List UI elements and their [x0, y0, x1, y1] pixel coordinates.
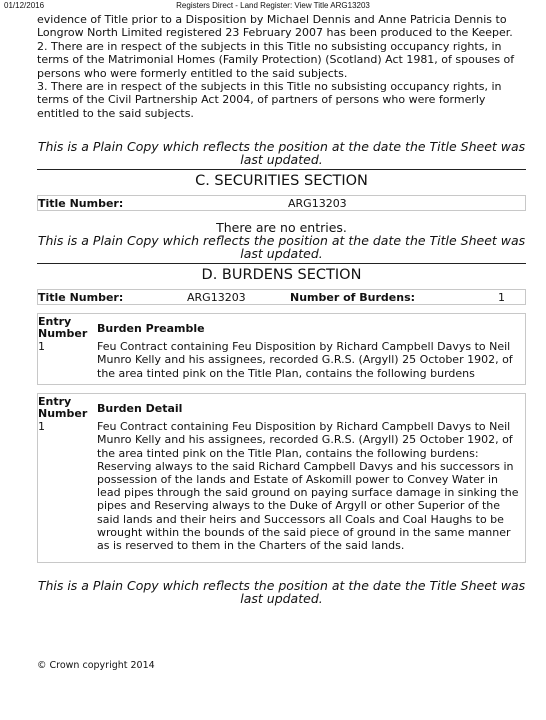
- number-of-burdens-label: Number of Burdens:: [290, 290, 416, 304]
- burden-preamble-heading: Burden Preamble: [97, 321, 205, 335]
- plain-copy-notice: This is a Plain Copy which reflects the position at the date the Title Sheet was last updated.: [37, 233, 526, 262]
- no-entries-text: There are no entries.: [216, 220, 347, 236]
- burden-preamble-text: Feu Contract containing Feu Disposition by Richard Campbell Davys to Neil Munro Kelly and his assignees, recorded G.R.S. (Argyll) 25 October 1902, of the area tinted pink on the Title Plan, contains the following burdens: [97, 340, 513, 380]
- copyright-notice: © Crown copyright 2014: [37, 660, 155, 671]
- entry-number: 1: [38, 420, 45, 434]
- entry-number: 1: [38, 340, 45, 354]
- burdens-section-title: D. BURDENS SECTION: [37, 263, 526, 285]
- plain-copy-notice: This is a Plain Copy which reflects the position at the date the Title Sheet was last updated.: [37, 139, 526, 168]
- title-number-label: Title Number:: [38, 196, 124, 210]
- burdens-title-number-row: [37, 289, 526, 305]
- title-number-value: ARG13203: [288, 196, 347, 210]
- burden-detail-box: [37, 393, 526, 563]
- intro-paragraph-1: evidence of Title prior to a Disposition by Michael Dennis and Anne Patricia Dennis to Longrow North Limited registered 23 February 2007 has been produced to the Keeper.: [37, 13, 513, 40]
- intro-paragraph-3: 3. There are in respect of the subjects in this Title no subsisting occupancy rights, in terms of the Civil Partnership Act 2004, of partners of persons who were formerly entitled to the said subjects.: [37, 80, 502, 120]
- entry-number-label: Entry Number: [38, 315, 88, 341]
- burden-detail-heading: Burden Detail: [97, 401, 183, 415]
- number-of-burdens-value: 1: [498, 290, 505, 304]
- securities-title-number-row: [37, 195, 526, 211]
- entry-number-label: Entry Number: [38, 395, 88, 421]
- burden-preamble-box: [37, 313, 526, 385]
- plain-copy-notice: This is a Plain Copy which reflects the position at the date the Title Sheet was last updated.: [37, 578, 526, 607]
- print-header-title: Registers Direct - Land Register: View Title ARG13203: [176, 1, 370, 10]
- securities-section-title: C. SECURITIES SECTION: [37, 169, 526, 191]
- title-sheet-content: [37, 13, 526, 671]
- intro-paragraph-2: 2. There are in respect of the subjects in this Title no subsisting occupancy rights, in terms of the Matrimonial Homes (Family Protection) (Scotland) Act 1981, of spouses of persons who were formerly entitled to the said subjects.: [37, 39, 515, 80]
- burden-detail-text: Feu Contract containing Feu Disposition by Richard Campbell Davys to Neil Munro Kelly and his assignees, recorded G.R.S. (Argyll) 25 October 1902, of the area tinted pink on the Title Plan, contains the following burdens: Reserving always to the said Richard Campbell Davys and his successors in possession of the lands and Estate of Askomill power to Convey Water in lead pipes through the said ground on paying surface damage in sinking the pipes and Reserving always to the Duke of Argyll or other Superior of the said lands and their heirs and Successors all Coals and Coal Haughs to be wrought within the bounds of the said piece of ground in the same manner as is reserved to them in the Charters of the said lands.: [97, 420, 519, 553]
- print-date: 01/12/2016: [4, 1, 45, 10]
- title-number-value: ARG13203: [187, 290, 246, 304]
- title-number-label: Title Number:: [38, 290, 124, 304]
